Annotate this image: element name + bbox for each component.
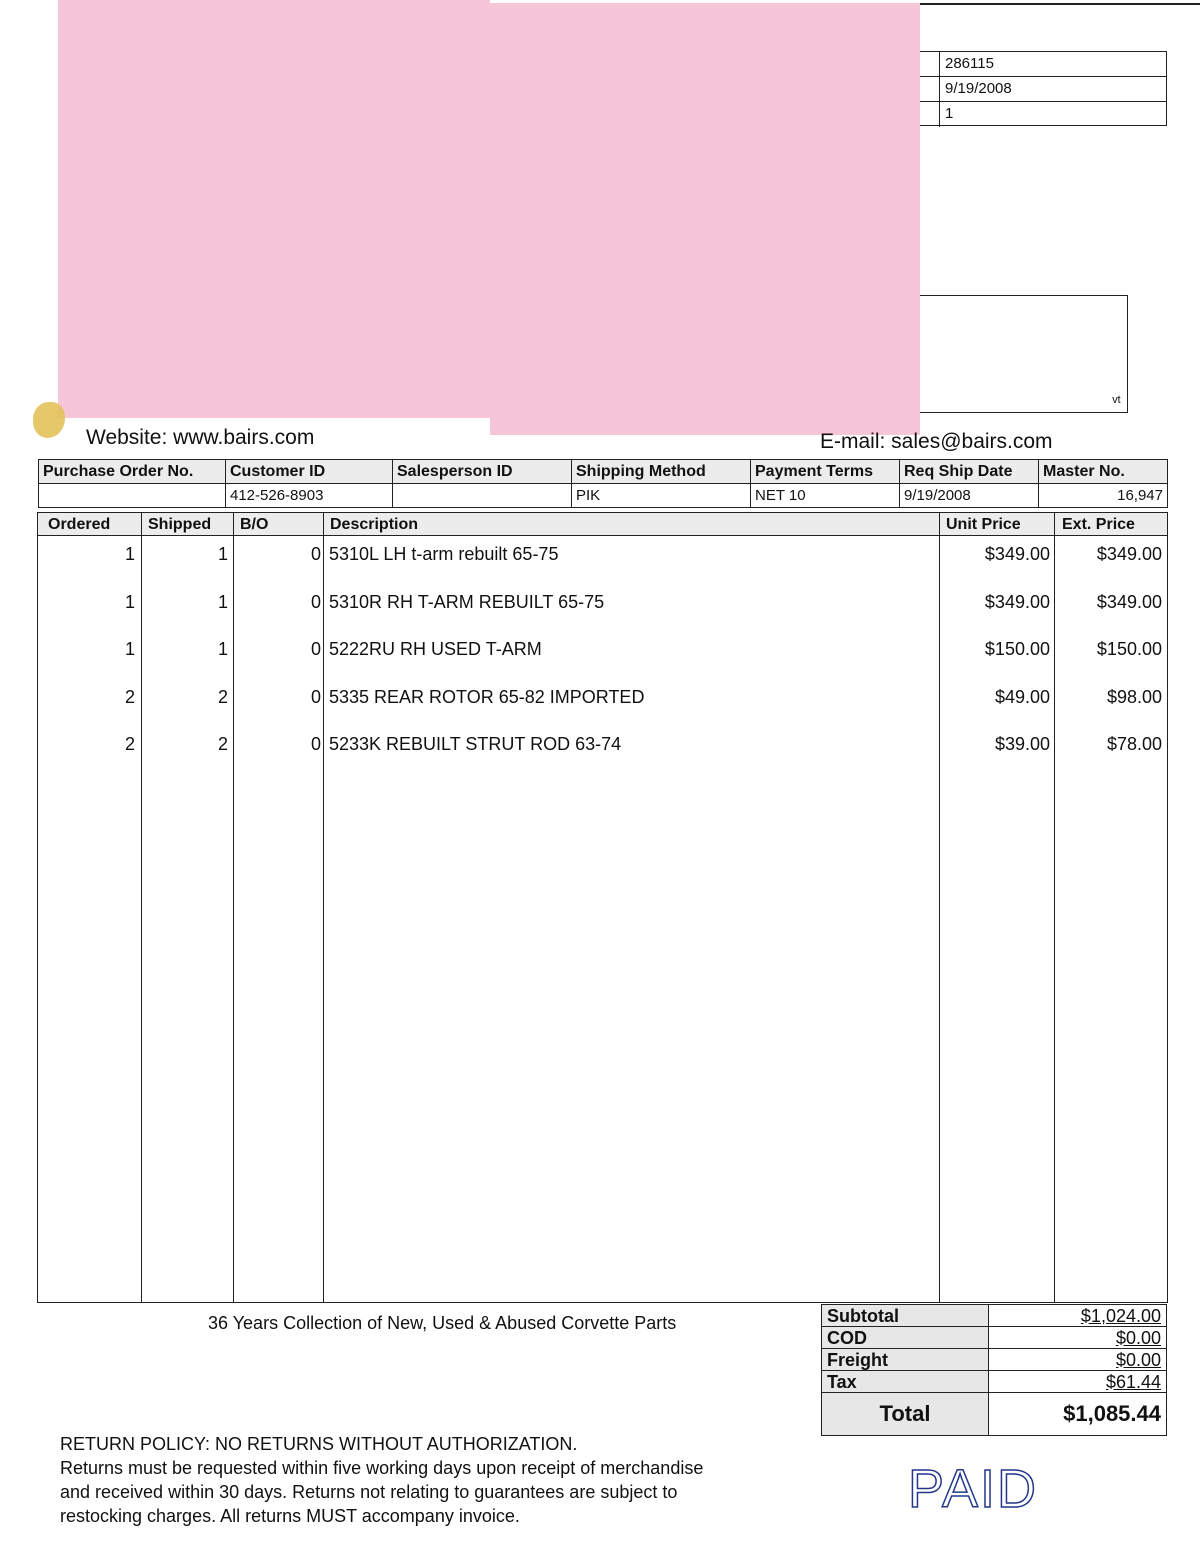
order-header-labels: [39, 460, 1168, 484]
unit-price-cell: $39.00: [994, 734, 1050, 754]
shipped-cell: 2: [217, 686, 228, 707]
shipped-cell: 2: [217, 734, 228, 754]
bo-cell: 0: [310, 686, 321, 707]
payment-terms-value: NET 10: [751, 484, 900, 508]
ordered-cell: 2: [124, 686, 135, 707]
freight-value: $0.00: [989, 1349, 1167, 1371]
return-policy-line2: and received within 30 days. Returns not relating to guarantees are subject to: [60, 1482, 678, 1502]
table-row: [38, 634, 1167, 664]
ordered-cell: 1: [124, 639, 135, 659]
cod-label: COD: [822, 1327, 989, 1349]
subtotal-value: $1,024.00: [989, 1305, 1167, 1327]
description-cell: 5310R RH T-ARM REBUILT 65-75: [329, 591, 605, 612]
order-header-table: [38, 459, 1168, 508]
req-ship-date-value: 9/19/2008: [900, 484, 1039, 508]
ext-price-cell: $349.00: [1096, 544, 1162, 564]
handwritten-mark: ᵛᵗ: [1112, 394, 1121, 411]
redaction-sticky-note-right: [490, 3, 920, 435]
bo-cell: 0: [310, 734, 321, 754]
bo-cell: 0: [310, 544, 321, 564]
return-policy-line3: restocking charges. All returns MUST accompany invoice.: [60, 1506, 520, 1526]
description-cell: 5233K REBUILT STRUT ROD 63-74: [329, 734, 622, 754]
customer-id-label: Customer ID: [226, 460, 393, 484]
column-divider: [233, 513, 234, 1302]
master-no-label: Master No.: [1039, 460, 1168, 484]
ext-price-header: Ext. Price: [1062, 516, 1135, 533]
payment-terms-label: Payment Terms: [751, 460, 900, 484]
unit-price-cell: $349.00: [984, 544, 1050, 564]
ordered-cell: 2: [124, 734, 135, 754]
line-items-table: [37, 512, 1168, 1303]
tax-label: Tax: [822, 1371, 989, 1393]
freight-label: Freight: [822, 1349, 989, 1371]
invoice-page: 1: [939, 102, 953, 127]
description-header: Description: [330, 516, 419, 533]
ext-price-cell: $98.00: [1106, 686, 1162, 707]
line-items-header: [38, 513, 1167, 536]
ordered-header: Ordered: [48, 516, 111, 533]
cod-row: [822, 1327, 1167, 1349]
shipping-method-value: PIK: [572, 484, 751, 508]
total-row: [822, 1393, 1167, 1436]
order-header-values: [39, 484, 1168, 508]
return-policy: [60, 1432, 820, 1528]
po-value: [39, 484, 226, 508]
customer-id-value: 412-526-8903: [226, 484, 393, 508]
invoice-date: 9/19/2008: [939, 77, 1012, 101]
table-row: [38, 539, 1167, 569]
invoice-number: 286115: [939, 52, 994, 76]
master-no-value: 16,947: [1039, 484, 1168, 508]
return-policy-title: RETURN POLICY: NO RETURNS WITHOUT AUTHORIZATION.: [60, 1434, 578, 1454]
bo-cell: 0: [310, 591, 321, 612]
bo-header: B/O: [240, 516, 269, 533]
salesperson-label: Salesperson ID: [393, 460, 572, 484]
column-divider: [323, 513, 324, 1302]
shipped-cell: 1: [217, 639, 228, 659]
subtotal-row: [822, 1305, 1167, 1327]
unit-price-cell: $150.00: [984, 639, 1050, 659]
po-label: Purchase Order No.: [39, 460, 226, 484]
freight-row: [822, 1349, 1167, 1371]
total-label: Total: [822, 1393, 989, 1436]
ext-price-cell: $150.00: [1096, 639, 1162, 659]
column-divider: [1054, 513, 1055, 1302]
salesperson-value: [393, 484, 572, 508]
bo-cell: 0: [310, 639, 321, 659]
tax-row: [822, 1371, 1167, 1393]
redaction-sticky-note-left: [58, 0, 490, 418]
total-value: $1,085.44: [989, 1393, 1167, 1436]
description-cell: 5310L LH t-arm rebuilt 65-75: [329, 544, 559, 564]
unit-price-header: Unit Price: [946, 516, 1021, 533]
paid-stamp: PAID: [908, 1459, 1039, 1519]
subtotal-label: Subtotal: [822, 1305, 989, 1327]
shipping-method-label: Shipping Method: [572, 460, 751, 484]
ext-price-cell: $78.00: [1106, 734, 1162, 754]
tagline: 36 Years Collection of New, Used & Abused Corvette Parts: [208, 1313, 677, 1333]
email-line: E-mail: sales@bairs.com: [820, 430, 1053, 453]
totals-table: [821, 1304, 1167, 1436]
shipped-cell: 1: [217, 591, 228, 612]
description-cell: 5222RU RH USED T-ARM: [329, 639, 542, 659]
cod-value: $0.00: [989, 1327, 1167, 1349]
paper-stain: [33, 402, 65, 438]
table-row: [38, 682, 1167, 712]
column-divider: [939, 513, 940, 1302]
shipped-header: Shipped: [148, 516, 212, 533]
ext-price-cell: $349.00: [1096, 591, 1162, 612]
column-divider: [141, 513, 142, 1302]
unit-price-cell: $49.00: [994, 686, 1050, 707]
tax-value: $61.44: [989, 1371, 1167, 1393]
req-ship-date-label: Req Ship Date: [900, 460, 1039, 484]
table-row: [38, 729, 1167, 759]
website-line: Website: www.bairs.com: [86, 426, 315, 449]
ordered-cell: 1: [124, 591, 135, 612]
return-policy-line1: Returns must be requested within five working days upon receipt of merchandise: [60, 1458, 704, 1478]
shipped-cell: 1: [217, 544, 228, 564]
table-row: [38, 587, 1167, 617]
description-cell: 5335 REAR ROTOR 65-82 IMPORTED: [329, 686, 645, 707]
ordered-cell: 1: [124, 544, 135, 564]
unit-price-cell: $349.00: [984, 591, 1050, 612]
